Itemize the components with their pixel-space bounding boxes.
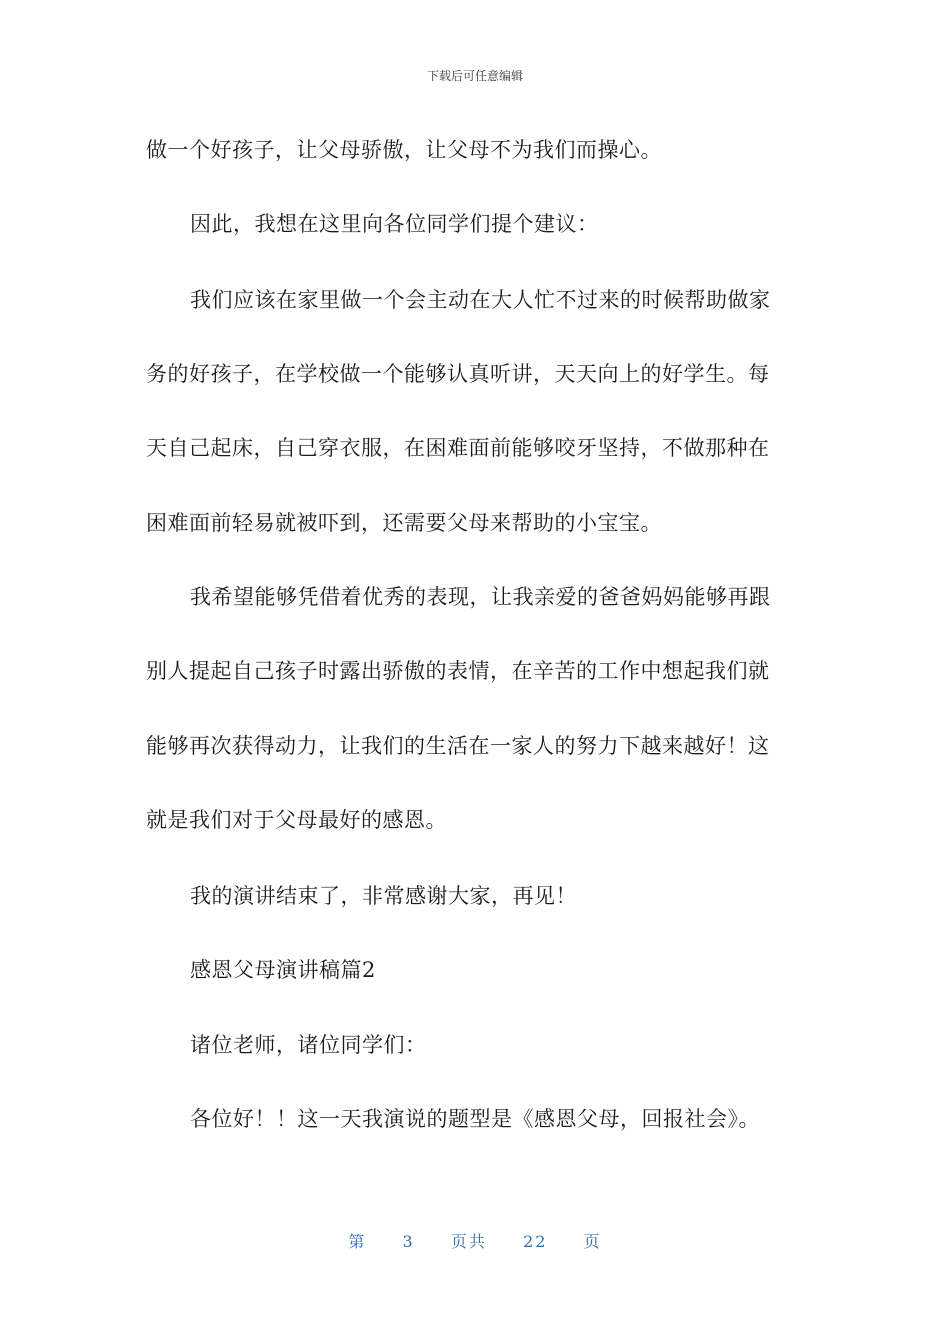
footer-middle: 页共 bbox=[450, 1232, 487, 1251]
section-title: 感恩父母演讲稿篇2 bbox=[190, 958, 376, 982]
paragraph-line: 困难面前轻易就被吓到，还需要父母来帮助的小宝宝。 bbox=[146, 511, 662, 535]
total-pages: 22 bbox=[523, 1232, 548, 1251]
paragraph-line: 我的演讲结束了，非常感谢大家，再见！ bbox=[190, 884, 577, 908]
paragraph-line: 我们应该在家里做一个会主动在大人忙不过来的时候帮助做家 bbox=[190, 288, 771, 312]
footer-suffix: 页 bbox=[583, 1232, 602, 1251]
paragraph-line: 天自己起床，自己穿衣服，在困难面前能够咬牙坚持，不做那种在 bbox=[146, 436, 770, 460]
current-page-number: 3 bbox=[402, 1232, 415, 1251]
paragraph-line: 做一个好孩子，让父母骄傲，让父母不为我们而操心。 bbox=[146, 138, 662, 162]
paragraph-line: 能够再次获得动力，让我们的生活在一家人的努力下越来越好！这 bbox=[146, 734, 770, 758]
paragraph-line: 务的好孩子，在学校做一个能够认真听讲，天天向上的好学生。每 bbox=[146, 362, 770, 386]
footer-prefix: 第 bbox=[348, 1232, 367, 1251]
page-header-note: 下载后可任意编辑 bbox=[426, 69, 523, 83]
paragraph-line: 就是我们对于父母最好的感恩。 bbox=[146, 808, 447, 832]
page-footer bbox=[0, 1229, 950, 1252]
salutation-line: 诸位老师，诸位同学们： bbox=[190, 1033, 427, 1057]
paragraph-line: 别人提起自己孩子时露出骄傲的表情，在辛苦的工作中想起我们就 bbox=[146, 659, 770, 683]
paragraph-line: 我希望能够凭借着优秀的表现，让我亲爱的爸爸妈妈能够再跟 bbox=[190, 585, 771, 609]
paragraph-line: 各位好！！这一天我演说的题型是《感恩父母，回报社会》。 bbox=[190, 1107, 760, 1131]
paragraph-line: 因此，我想在这里向各位同学们提个建议： bbox=[190, 212, 599, 236]
